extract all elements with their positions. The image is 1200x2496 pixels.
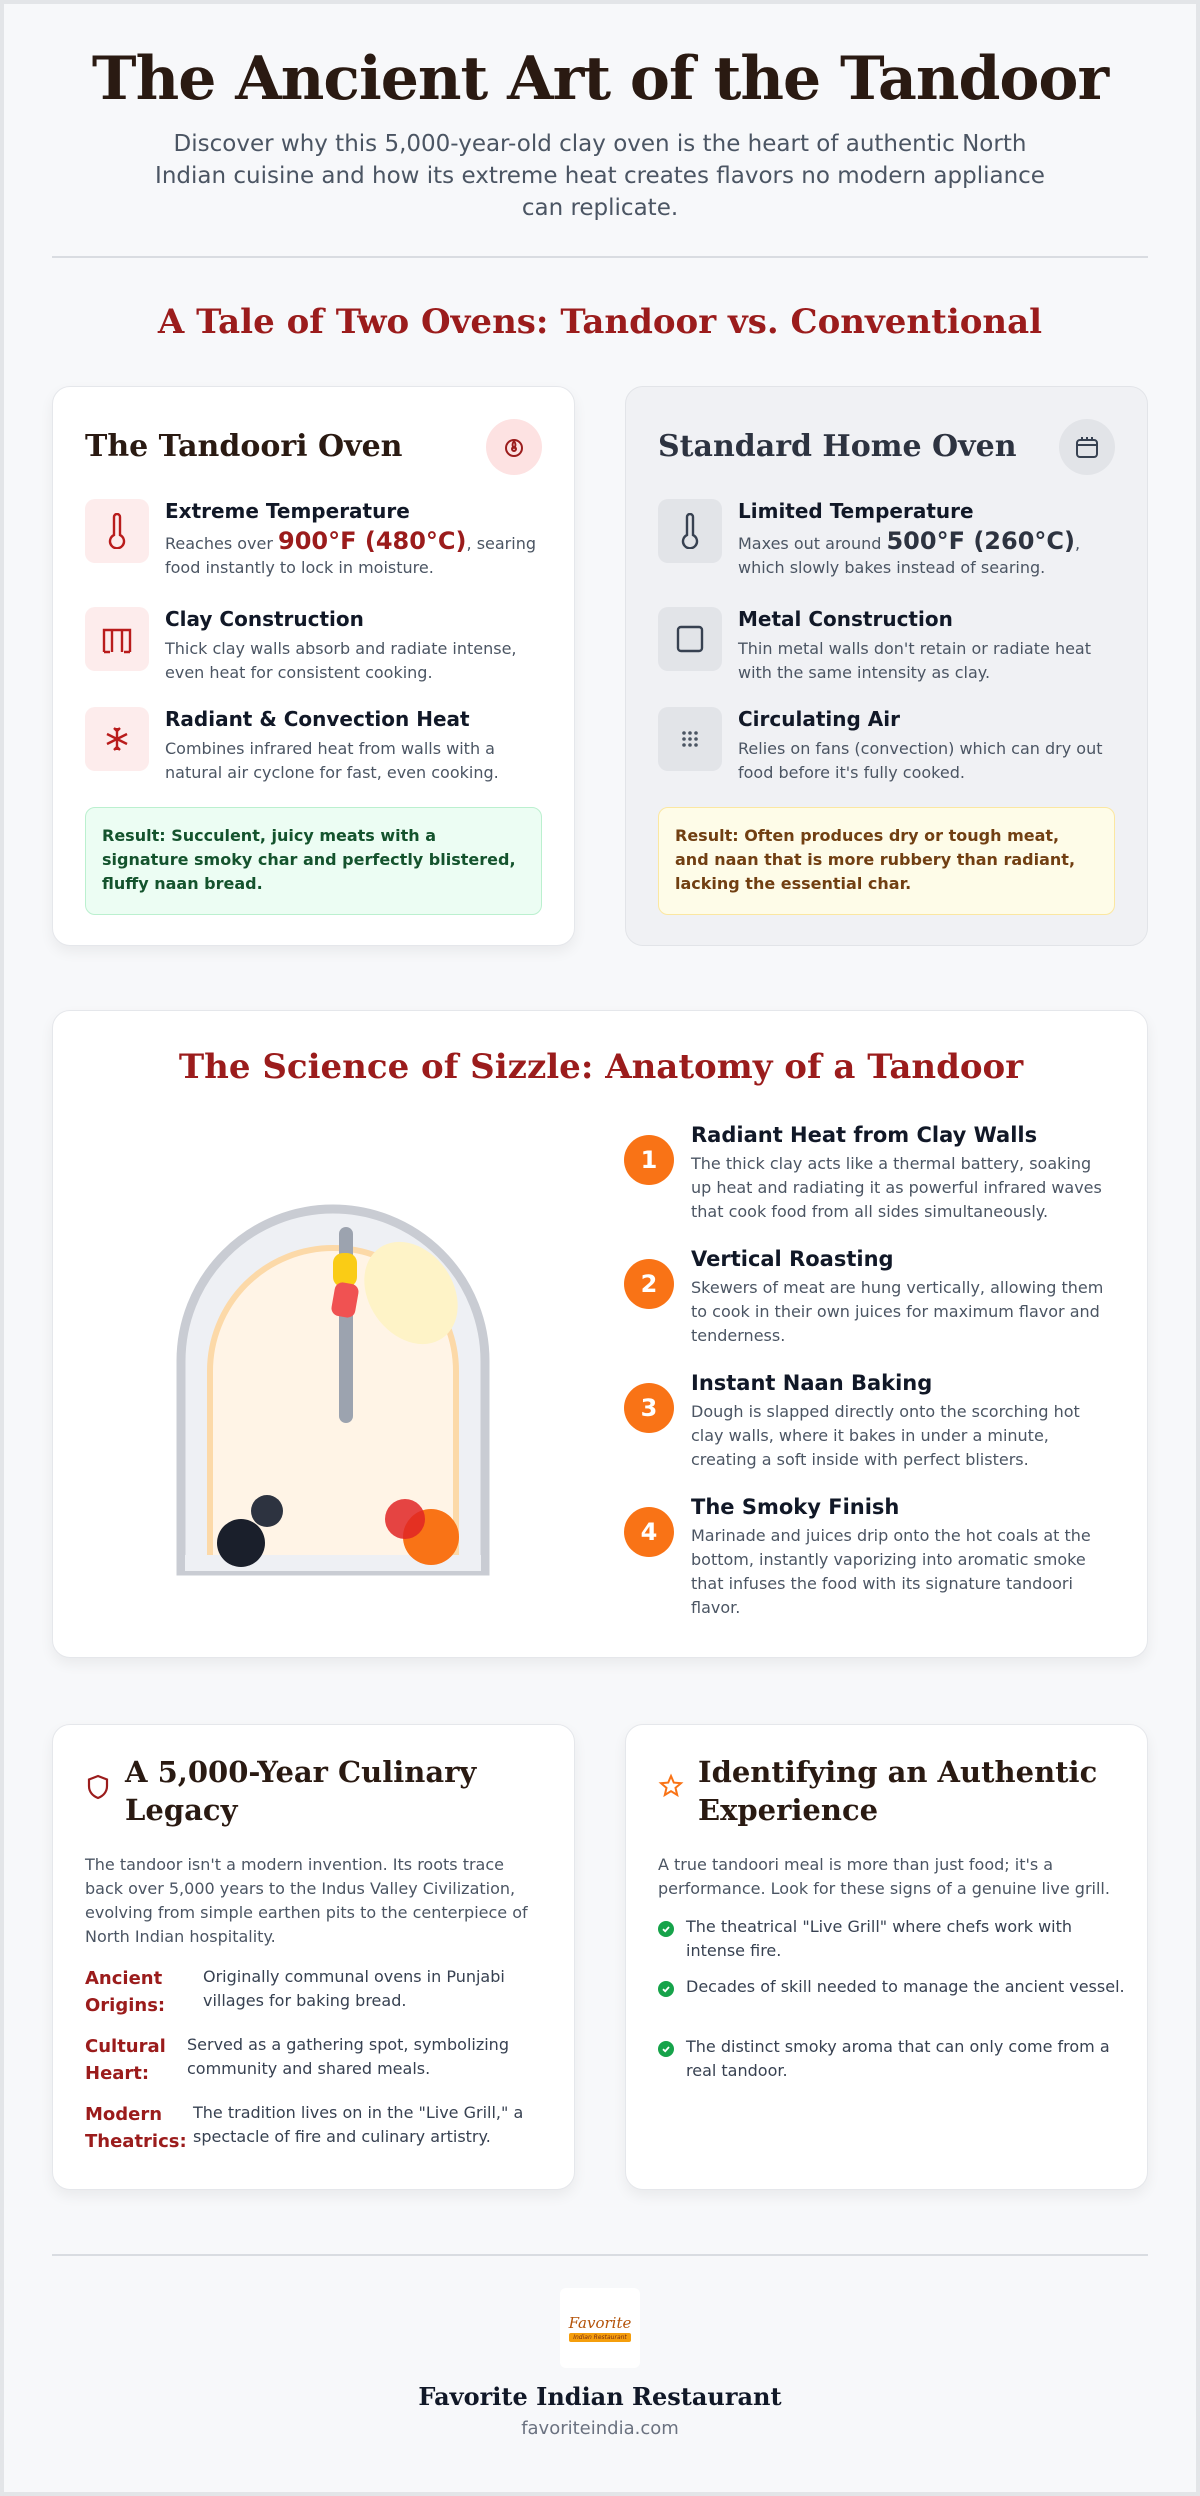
temperature-highlight: 900°F (480°C) (278, 527, 467, 555)
feature-desc: Maxes out around 500°F (260°C), which slowly bakes instead of searing. (738, 527, 1081, 577)
divider (52, 256, 1148, 258)
legacy-intro: The tandoor isn't a modern invention. Its roots trace back over 5,000 years to the Indus Valley Civilization, evolving from simple earthen pits to the centerpiece of North Indian hospitality. (85, 1855, 528, 1946)
logo-text: Favorite (568, 2314, 632, 2332)
feature-desc: Relies on fans (convection) which can dry out food before it's fully cooked. (738, 739, 1103, 782)
thermometer-icon (85, 499, 149, 563)
conventional-card-title: Standard Home Oven (658, 429, 1017, 464)
star-icon (658, 1753, 698, 1829)
legacy-card (52, 1724, 575, 2190)
restaurant-name: Favorite Indian Restaurant (418, 2382, 782, 2411)
legacy-item-key: Cultural Heart: (85, 2036, 166, 2084)
authentic-card (625, 1724, 1148, 2190)
legacy-item-key: Modern Theatrics: (85, 2104, 187, 2152)
conventional-card (625, 386, 1148, 946)
authentic-header (658, 1753, 1118, 1829)
legacy-title: A 5,000-Year Culinary Legacy (125, 1755, 477, 1827)
check-icon (658, 1981, 674, 1997)
check-text: Decades of skill needed to manage the ancient vessel. (686, 1977, 1125, 1996)
step-desc: Dough is slapped directly onto the scorching hot clay walls, where it bakes in under a minute, creating a soft inside with perfect blisters. (691, 1402, 1080, 1469)
authentic-intro: A true tandoori meal is more than just food; it's a performance. Look for these signs of a genuine live grill. (658, 1855, 1110, 1898)
step-title: Instant Naan Baking (691, 1371, 933, 1395)
feature-desc: Thick clay walls absorb and radiate intense, even heat for consistent cooking. (165, 639, 517, 682)
feature-desc: Reaches over 900°F (480°C), searing food instantly to lock in moisture. (165, 527, 536, 577)
feature-title: Metal Construction (738, 607, 953, 631)
check-icon (658, 2041, 674, 2057)
temperature-highlight: 500°F (260°C) (886, 527, 1075, 555)
logo-ribbon: Indian Restaurant (569, 2333, 631, 2342)
feature-title: Circulating Air (738, 707, 900, 731)
feature-title: Extreme Temperature (165, 499, 410, 523)
step-title: The Smoky Finish (691, 1495, 900, 1519)
anatomy-card (52, 1010, 1148, 1658)
feature-title: Clay Construction (165, 607, 364, 631)
step-title: Vertical Roasting (691, 1247, 894, 1271)
shield-icon (85, 1753, 125, 1829)
step-title: Radiant Heat from Clay Walls (691, 1123, 1038, 1147)
check-text: The distinct smoky aroma that can only come from a real tandoor. (686, 2037, 1110, 2080)
oven-icon (1059, 419, 1115, 475)
step-desc: Skewers of meat are hung vertically, allowing them to cook in their own juices for maximum flavor and tenderness. (691, 1278, 1104, 1345)
legacy-item-value: Originally communal ovens in Punjabi villages for baking bread. (203, 1967, 505, 2010)
restaurant-logo[interactable] (560, 2288, 640, 2368)
step-number: 4 (624, 1507, 674, 1557)
feature-desc: Thin metal walls don't retain or radiate heat with the same intensity as clay. (738, 639, 1091, 682)
check-icon (658, 1921, 674, 1937)
legacy-item-value: Served as a gathering spot, symbolizing community and shared meals. (187, 2035, 509, 2078)
square-icon (658, 607, 722, 671)
step-number: 3 (624, 1383, 674, 1433)
step-number: 1 (624, 1135, 674, 1185)
flame-icon (486, 419, 542, 475)
page-title: The Ancient Art of the Tandoor (91, 44, 1109, 114)
check-text: The theatrical "Live Grill" where chefs work with intense fire. (686, 1917, 1073, 1960)
restaurant-url-link[interactable]: favoriteindia.com (521, 2418, 679, 2439)
authentic-title: Identifying an Authentic Experience (698, 1755, 1098, 1827)
tandoor-card (52, 386, 575, 946)
feature-title: Radiant & Convection Heat (165, 707, 470, 731)
feature-title: Limited Temperature (738, 499, 974, 523)
legacy-header (85, 1753, 545, 1829)
anatomy-title: The Science of Sizzle: Anatomy of a Tandoor (178, 1047, 1024, 1087)
oven-result: Result: Often produces dry or tough meat, and naan that is more rubbery than radiant, lacking the essential char. (658, 807, 1115, 915)
legacy-item-key: Ancient Origins: (85, 1968, 166, 2016)
feature-desc: Combines infrared heat from walls with a natural air cyclone for fast, even cooking. (165, 739, 499, 782)
page-subtitle: Discover why this 5,000-year-old clay oven is the heart of authentic North Indian cuisine and how its extreme heat creates flavors no modern appliance can replicate. (155, 131, 1045, 221)
grid-dots-icon (658, 707, 722, 771)
tandoor-result: Result: Succulent, juicy meats with a signature smoky char and perfectly blistered, fluffy naan bread. (85, 807, 542, 915)
footer-divider (52, 2254, 1148, 2256)
step-number: 2 (624, 1259, 674, 1309)
legacy-item-value: The tradition lives on in the "Live Grill," a spectacle of fire and culinary artistry. (193, 2103, 524, 2146)
arch-columns-icon (85, 607, 149, 671)
sparkle-heat-icon (85, 707, 149, 771)
step-desc: The thick clay acts like a thermal battery, soaking up heat and radiating it as powerful infrared waves that cook food from all sides simultaneously. (691, 1154, 1102, 1221)
step-desc: Marinade and juices drip onto the hot coals at the bottom, instantly vaporizing into aromatic smoke that infuses the food with its signature tandoori flavor. (691, 1526, 1091, 1617)
tandoor-diagram (163, 1171, 503, 1581)
thermometer-icon (658, 499, 722, 563)
tandoor-card-title: The Tandoori Oven (85, 429, 403, 464)
comparison-title: A Tale of Two Ovens: Tandoor vs. Conventional (157, 302, 1043, 342)
